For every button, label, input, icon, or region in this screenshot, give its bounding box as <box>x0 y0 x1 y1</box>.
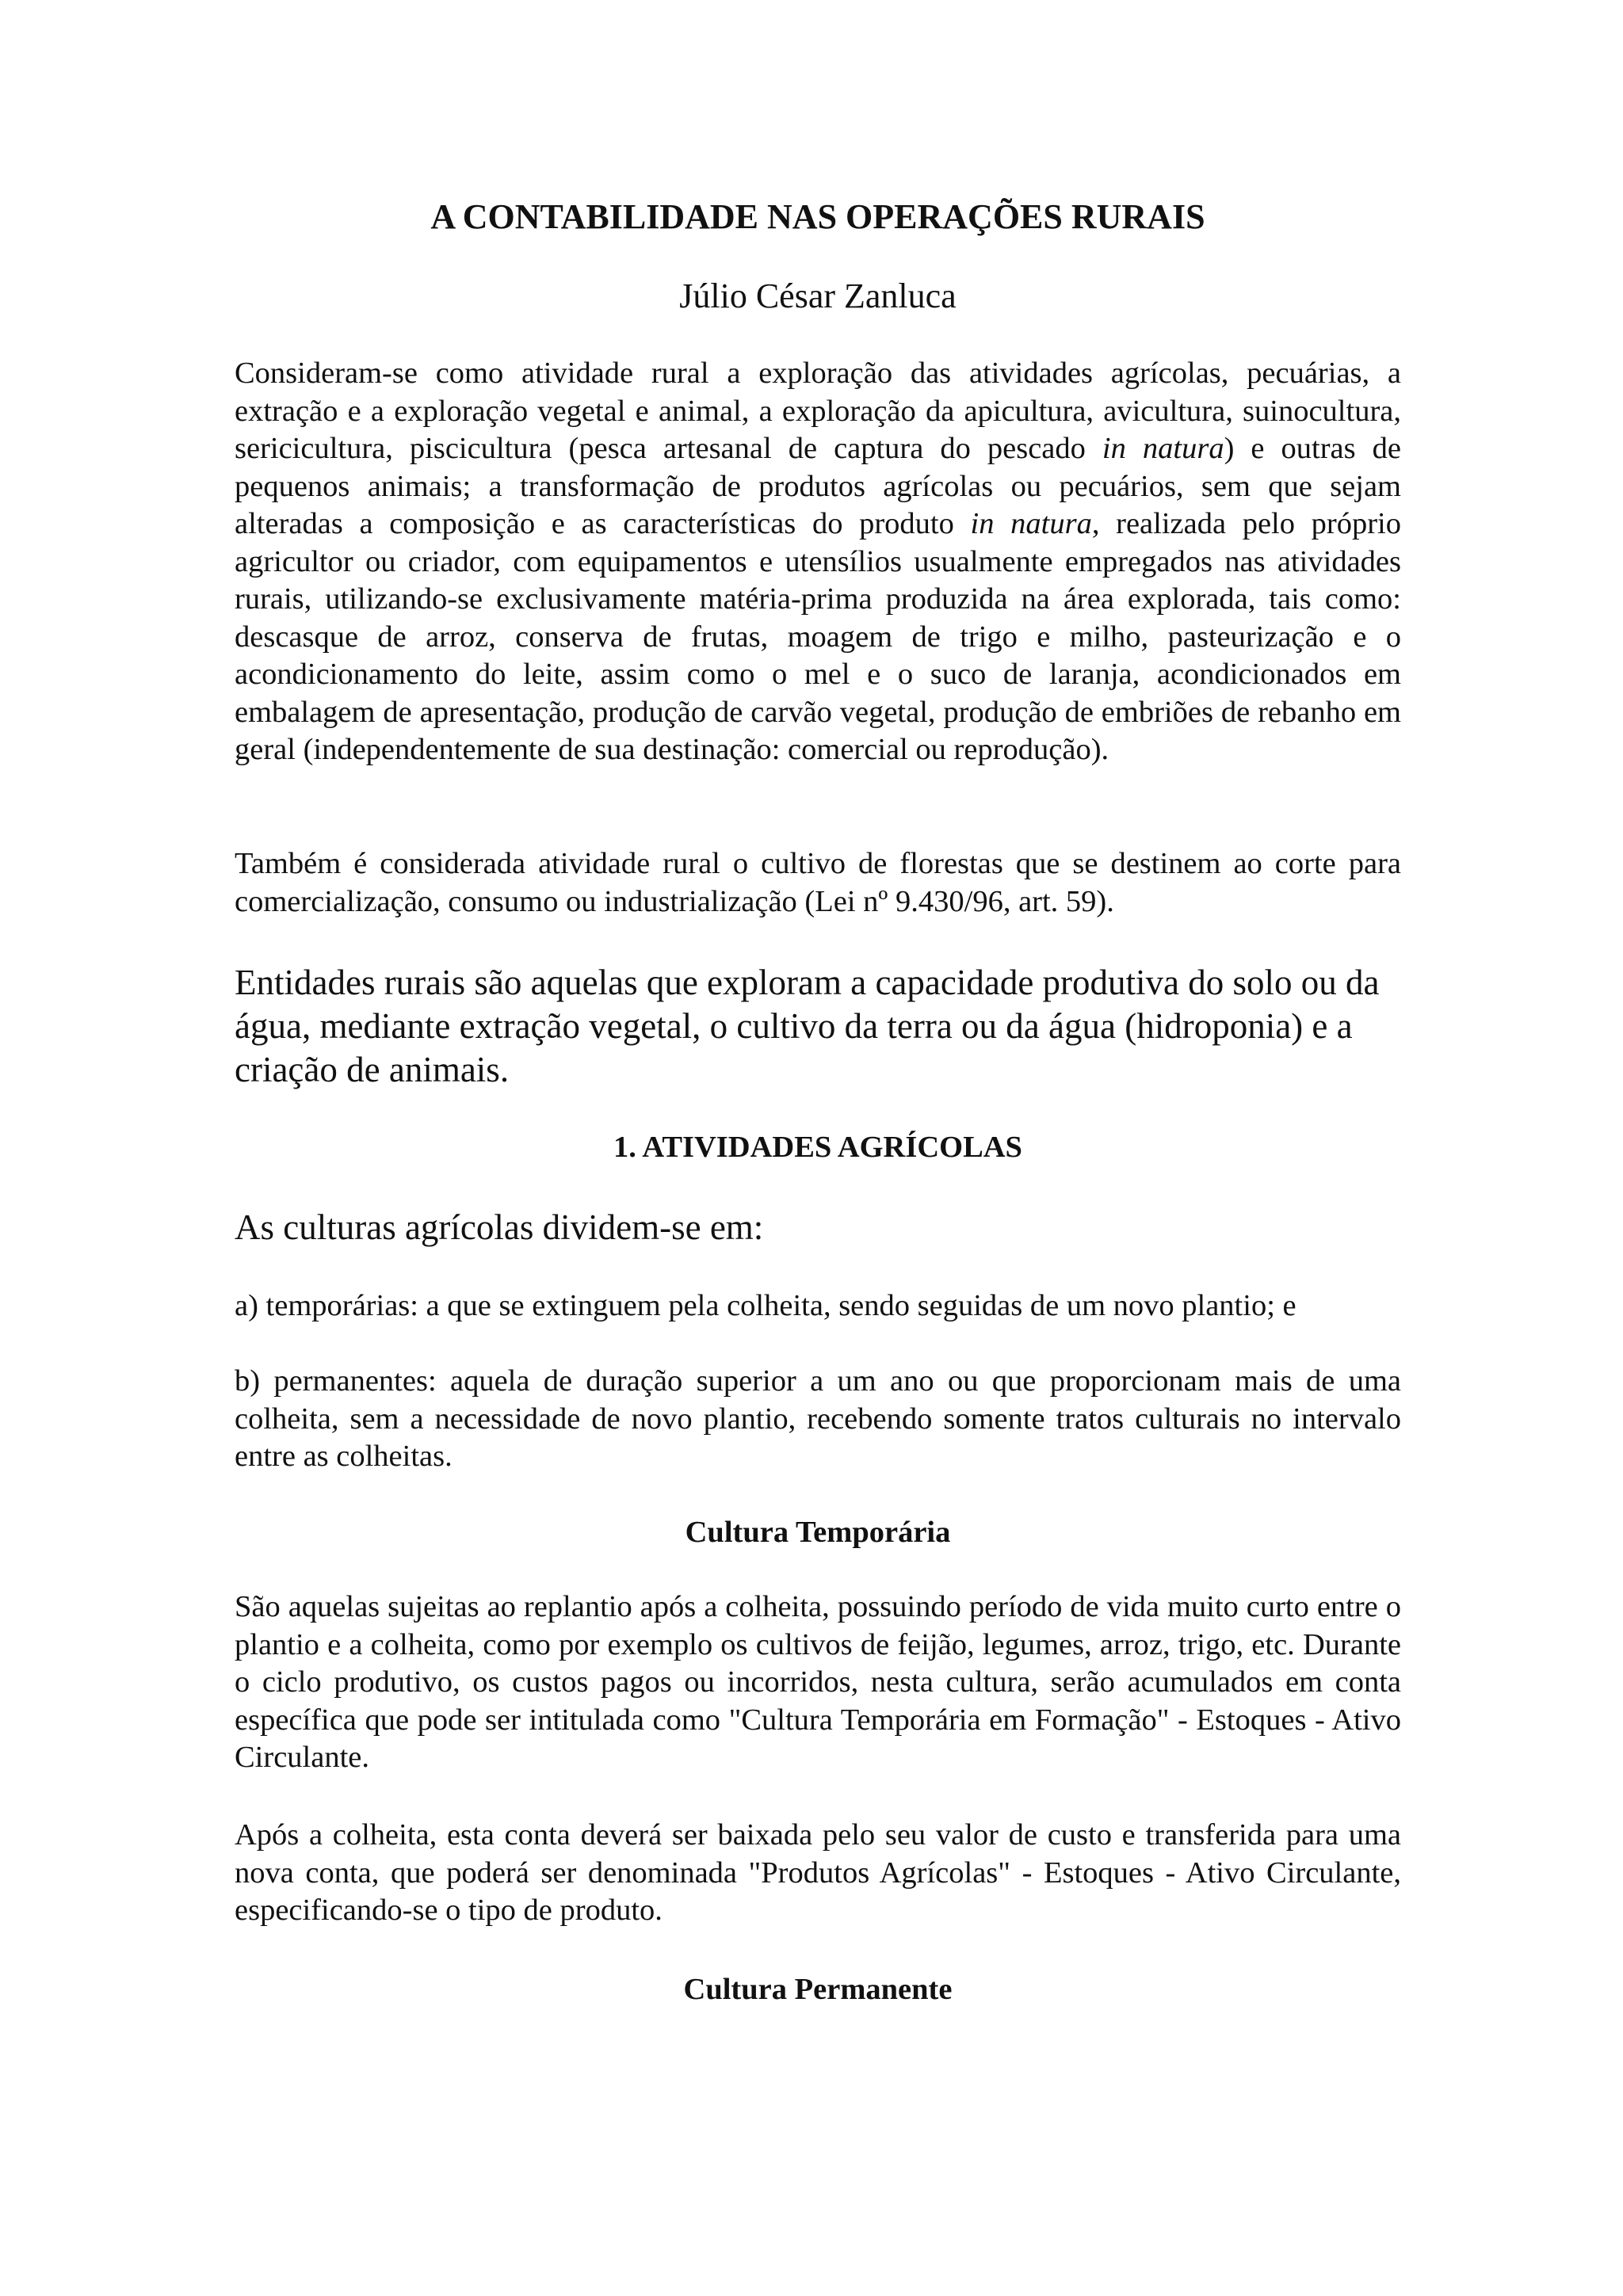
culturas-intro: As culturas agrícolas dividem-se em: <box>235 1207 764 1247</box>
document-author: Júlio César Zanluca <box>679 277 957 315</box>
item-b-permanentes: b) permanentes: aquela de duração superior a um ano ou que proporcionam mais de uma colheita, sem a necessidade de novo plantio, recebendo somente tratos culturais no intervalo entre as colheitas. <box>235 1364 1401 1473</box>
intro-text-part2: ) e outras de pequenos animais; a transformação de produtos agrícolas ou pecuários, sem que sejam alteradas a composição e as características do produto <box>235 432 1401 540</box>
intro-text-part1: Consideram-se como atividade rural a exploração das atividades agrícolas, pecuárias, a extração e a exploração vegetal e animal, a exploração da apicultura, avicultura, suinocultura, sericicultura, piscicultura (pesca artesanal de captura do pescado <box>235 357 1401 465</box>
entidades-paragraph: Entidades rurais são aquelas que exploram a capacidade produtiva do solo ou da água, mediante extração vegetal, o cultivo da terra ou da água (hidroponia) e a criação de animais. <box>235 963 1380 1089</box>
item-a-temporarias: a) temporárias: a que se extinguem pela colheita, sendo seguidas de um novo plantio; e <box>235 1289 1296 1322</box>
temporaria-paragraph-2: Após a colheita, esta conta deverá ser baixada pelo seu valor de custo e transferida para uma nova conta, que poderá ser denominada "Produtos Agrícolas" - Estoques - Ativo Circulante, especificando-se o tipo de produto. <box>235 1818 1401 1927</box>
document-title: A CONTABILIDADE NAS OPERAÇÕES RURAIS <box>430 197 1205 236</box>
subheading-cultura-temporaria: Cultura Temporária <box>685 1516 951 1549</box>
intro-italic-in-natura-1: in natura <box>1102 432 1224 465</box>
section-heading-atividades-agricolas: 1. ATIVIDADES AGRÍCOLAS <box>613 1131 1022 1164</box>
intro-paragraph <box>235 355 1401 769</box>
subheading-cultura-permanente: Cultura Permanente <box>683 1973 953 2006</box>
florestas-paragraph: Também é considerada atividade rural o cultivo de florestas que se destinem ao corte para comercialização, consumo ou industrialização (Lei nº 9.430/96, art. 59). <box>235 847 1401 918</box>
intro-text-part3: , realizada pelo próprio agricultor ou criador, com equipamentos e utensílios usualmente empregados nas atividades rurais, utilizando-se exclusivamente matéria-prima produzida na área explorada, tais como: descasque de arroz, conserva de frutas, moagem de trigo e milho, pasteurização e o acondicionamento do leite, assim como o mel e o suco de laranja, acondicionados em embalagem de apresentação, produção de carvão vegetal, produção de embriões de rebanho em geral (independentemente de sua destinação: comercial ou reprodução). <box>235 507 1401 766</box>
intro-italic-in-natura-2: in natura <box>970 507 1092 540</box>
temporaria-paragraph-1: São aquelas sujeitas ao replantio após a colheita, possuindo período de vida muito curto entre o plantio e a colheita, como por exemplo os cultivos de feijão, legumes, arroz, trigo, etc. Durante o ciclo produtivo, os custos pagos ou incorridos, nesta cultura, serão acumulados em conta específica que pode ser intitulada como "Cultura Temporária em Formação" - Estoques - Ativo Circulante. <box>235 1590 1401 1774</box>
